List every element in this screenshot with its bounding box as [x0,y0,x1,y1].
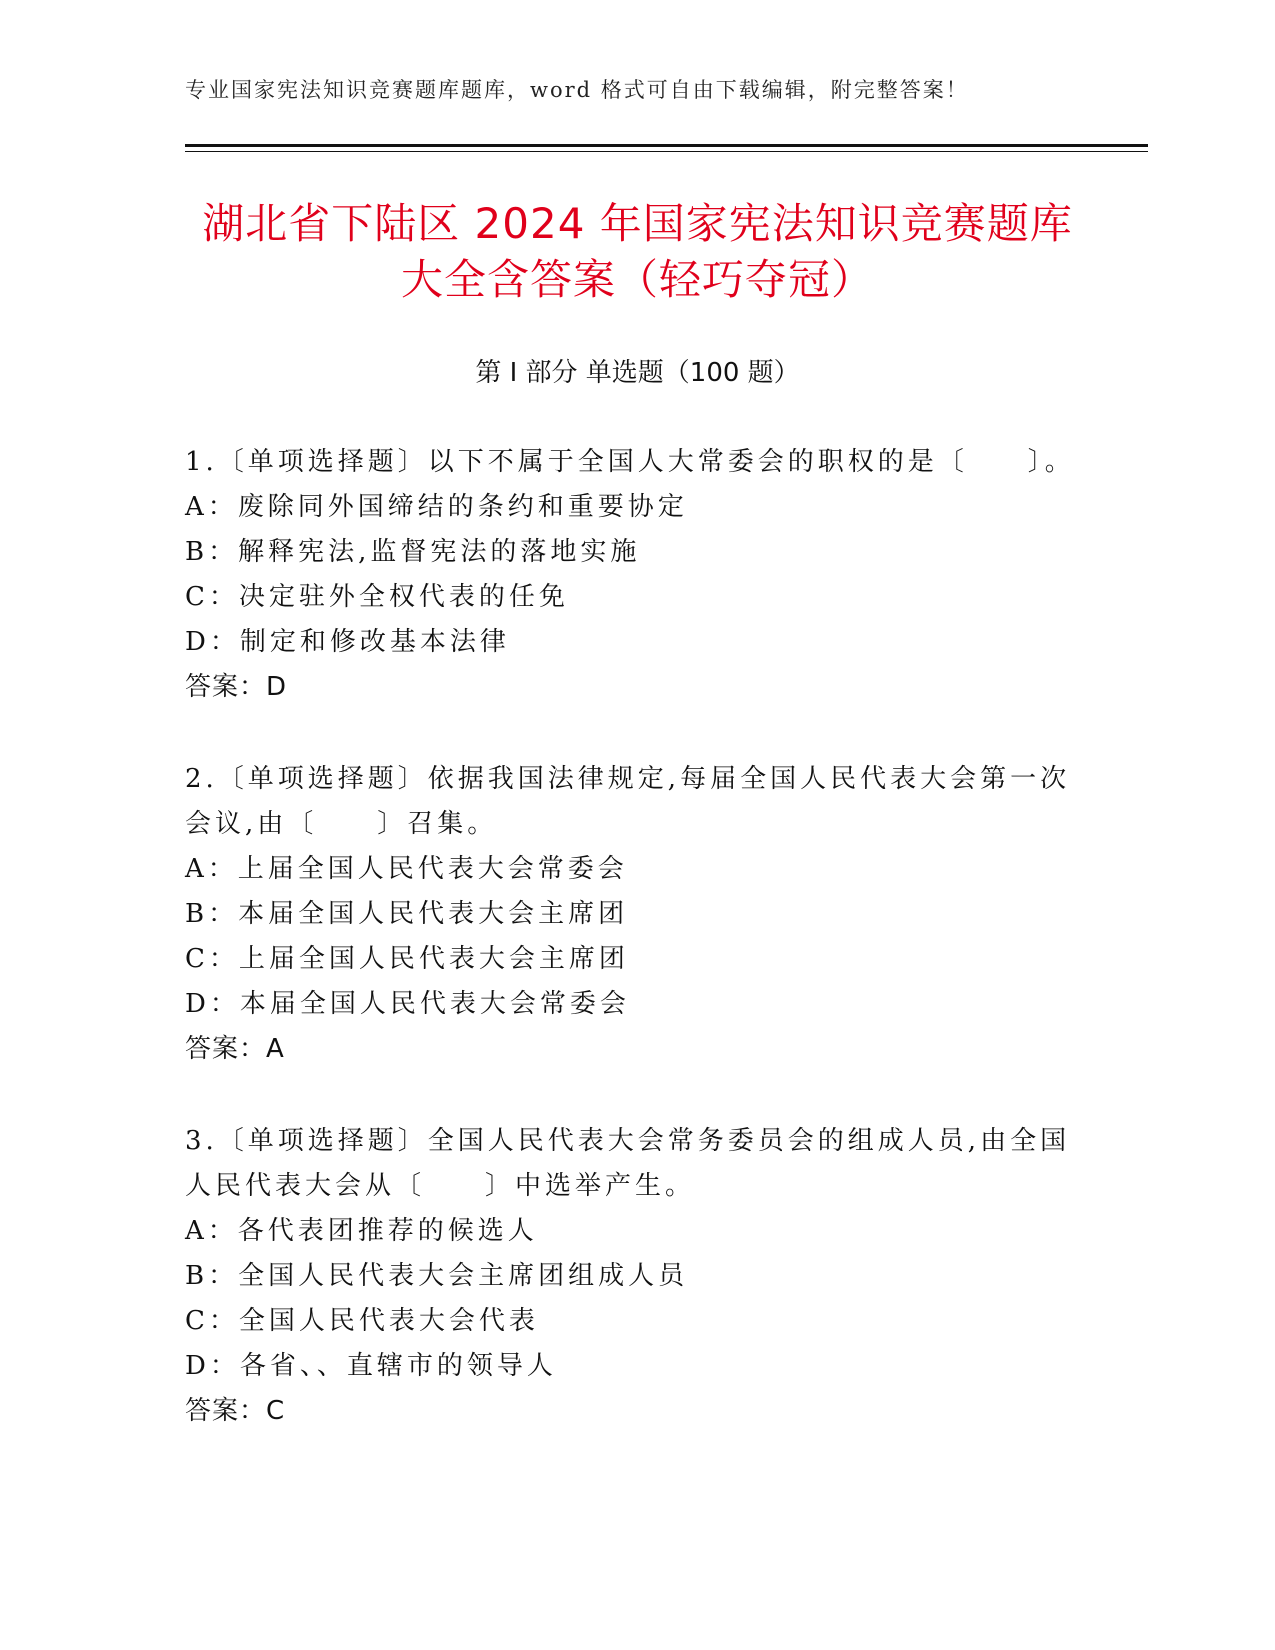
header-note: 专业国家宪法知识竞赛题库题库，word 格式可自由下载编辑，附完整答案！ [185,78,969,102]
header-rule-thick [185,144,1148,147]
header-rule-thin [185,151,1148,152]
option-d: D：制定和修改基本法律 [185,627,510,657]
answer: 答案：A [185,1034,285,1064]
option-a: A：上届全国人民代表大会常委会 [185,854,628,884]
question-1 [185,440,1085,710]
option-b: B：解释宪法,监督宪法的落地实施 [185,537,641,567]
option-c: C：上届全国人民代表大会主席团 [185,944,629,974]
option-c: C：全国人民代表大会代表 [185,1306,539,1336]
question-stem: 3.〔单项选择题〕全国人民代表大会常务委员会的组成人员,由全国人民代表大会从〔 〕中选举产生。 [185,1126,1071,1201]
document-title [150,196,1125,308]
answer: 答案：D [185,672,288,702]
question-2 [185,757,1085,1072]
question-stem: 1.〔单项选择题〕以下不属于全国人大常委会的职权的是〔 〕。 [185,447,1075,477]
option-d: D：各省、、直辖市的领导人 [185,1351,557,1381]
section-title: 第 I 部分 单选题（100 题） [475,358,800,388]
option-d: D：本届全国人民代表大会常委会 [185,989,630,1019]
option-b: B：本届全国人民代表大会主席团 [185,899,629,929]
title-line-1: 湖北省下陆区 2024 年国家宪法知识竞赛题库 [202,199,1073,248]
option-a: A：各代表团推荐的候选人 [185,1216,538,1246]
option-c: C：决定驻外全权代表的任免 [185,582,569,612]
answer: 答案：C [185,1396,286,1426]
title-line-2: 大全含答案（轻巧夺冠） [400,255,874,304]
question-3 [185,1119,1085,1434]
option-b: B：全国人民代表大会主席团组成人员 [185,1261,689,1291]
question-stem: 2.〔单项选择题〕依据我国法律规定,每届全国人民代表大会第一次会议,由〔 〕召集。 [185,764,1071,839]
option-a: A：废除同外国缔结的条约和重要协定 [185,492,688,522]
